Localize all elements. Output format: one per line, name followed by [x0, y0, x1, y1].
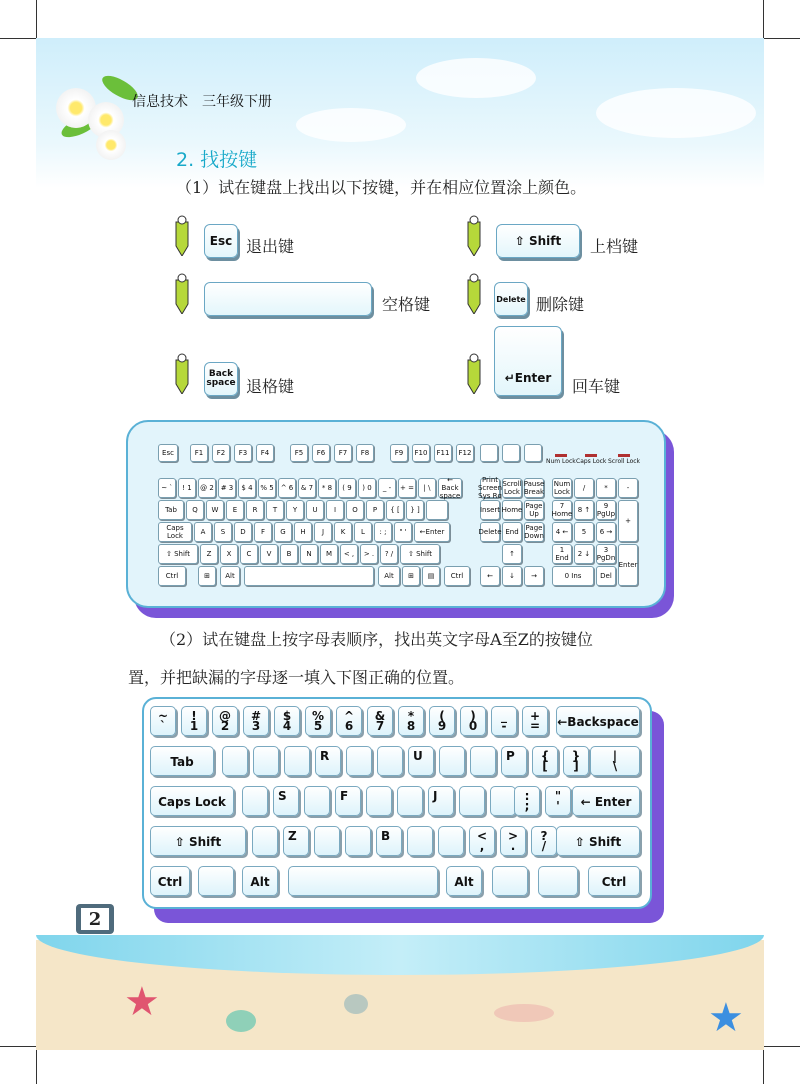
letter-key[interactable]	[252, 826, 278, 856]
enter-key-label: 回车键	[572, 377, 621, 396]
key-3[interactable]: # 3	[243, 706, 269, 736]
crop-mark	[763, 1046, 764, 1084]
numpad-key[interactable]: 8 ↑	[574, 500, 594, 520]
nav-key[interactable]: Pause Break	[523, 480, 545, 496]
key-row4[interactable]: > .	[360, 544, 378, 564]
letter-key[interactable]	[470, 746, 496, 776]
starfish-icon: ★	[124, 979, 160, 1025]
starfish-icon: ★	[708, 995, 744, 1041]
shift-arrow-icon: ⇧	[514, 234, 529, 248]
letter-key[interactable]	[397, 786, 423, 816]
num-lock-led: Num Lock	[546, 454, 576, 465]
key-row4[interactable]: < ,	[340, 544, 358, 564]
pencil-icon	[464, 272, 484, 314]
nav-key[interactable]: Home	[502, 500, 522, 520]
numpad-key[interactable]: 9 PgUp	[596, 502, 616, 518]
key-row3[interactable]: D	[234, 522, 252, 542]
key-row1[interactable]: _ -	[378, 478, 396, 498]
pencil-icon	[464, 214, 484, 256]
letter-key[interactable]	[284, 746, 310, 776]
letter-key[interactable]: U	[408, 746, 434, 776]
flower-decoration	[96, 130, 126, 160]
letter-key[interactable]	[459, 786, 485, 816]
numpad-key[interactable]: /	[574, 478, 594, 498]
key-9[interactable]: ( 9	[429, 706, 455, 736]
numpad-key[interactable]: 2 ↓	[574, 544, 594, 564]
numpad-key[interactable]: Del	[596, 566, 616, 586]
nav-key[interactable]: Scroll Lock	[502, 480, 522, 496]
key-row5[interactable]: Ctrl	[158, 566, 186, 586]
key-row4[interactable]: M	[320, 544, 338, 564]
numpad-key[interactable]: +	[618, 500, 638, 542]
letter-key[interactable]	[407, 826, 433, 856]
symbol-key[interactable]: } ]	[563, 746, 589, 776]
letter-key[interactable]: B	[376, 826, 402, 856]
page-number-badge	[76, 904, 114, 934]
key-row1[interactable]: ~ `	[158, 478, 176, 498]
key-f2[interactable]: F2	[212, 444, 230, 462]
numpad-key[interactable]: Enter	[618, 544, 638, 586]
letter-key[interactable]: J	[428, 786, 454, 816]
key-row2[interactable]: T	[266, 500, 284, 520]
key-row3[interactable]: : ;	[374, 522, 392, 542]
sky-banner	[36, 38, 764, 188]
caps-lock-led: Caps Lock	[576, 454, 606, 465]
key-row2[interactable]	[426, 500, 448, 520]
key-row4[interactable]: V	[260, 544, 278, 564]
key-8[interactable]: * 8	[398, 706, 424, 736]
letter-key[interactable]	[242, 786, 268, 816]
key-row3[interactable]: S	[214, 522, 232, 542]
key-row2[interactable]: P	[366, 500, 384, 520]
key-row3[interactable]: ←Enter	[414, 522, 450, 542]
esc-key[interactable]: Esc	[204, 224, 238, 258]
key-f8[interactable]: F8	[356, 444, 374, 462]
key-row4[interactable]: B	[280, 544, 298, 564]
key-row2[interactable]: W	[206, 500, 224, 520]
key-6[interactable]: ^ 6	[336, 706, 362, 736]
letter-key[interactable]	[314, 826, 340, 856]
letter-key[interactable]	[377, 746, 403, 776]
delete-key[interactable]: Delete	[494, 282, 528, 316]
key-row1[interactable]: ^ 6	[278, 478, 296, 498]
caps-lock-key[interactable]: Caps Lock	[150, 786, 234, 816]
numpad-key[interactable]: 6 →	[596, 522, 616, 542]
key-row3[interactable]: J	[314, 522, 332, 542]
letter-key[interactable]	[490, 786, 516, 816]
key-4[interactable]: $ 4	[274, 706, 300, 736]
key-row5[interactable]: ⊞	[402, 566, 420, 586]
nav-key[interactable]: Insert	[480, 500, 500, 520]
key-7[interactable]: & 7	[367, 706, 393, 736]
crop-mark	[0, 38, 36, 39]
key-f9[interactable]: F9	[390, 444, 408, 462]
nav-key[interactable]: Page Down	[524, 524, 544, 540]
numpad-key[interactable]: -	[618, 478, 638, 498]
arrow-up-key[interactable]: ↑	[502, 544, 522, 564]
letter-key[interactable]: S	[273, 786, 299, 816]
key-row3[interactable]: F	[254, 522, 272, 542]
key-f3[interactable]: F3	[234, 444, 252, 462]
arrow-left-key[interactable]: ←	[480, 566, 500, 586]
key-row4[interactable]: ? /	[380, 544, 398, 564]
key-row2[interactable]: } ]	[406, 500, 424, 520]
key-row3[interactable]: G	[274, 522, 292, 542]
right-ctrl-key[interactable]: Ctrl	[588, 866, 640, 896]
key-row3[interactable]: K	[334, 522, 352, 542]
symbol-key[interactable]: " '	[545, 786, 571, 816]
key-2[interactable]: @ 2	[212, 706, 238, 736]
delete-key-label: 删除键	[536, 295, 585, 314]
numpad-key[interactable]: *	[596, 478, 616, 498]
crop-mark	[763, 0, 764, 38]
stone-decoration	[226, 1010, 256, 1032]
stone-decoration	[344, 994, 368, 1014]
nav-key[interactable]: Print Screen Sys Rq	[477, 476, 503, 500]
backspace-key-label: 退格键	[246, 377, 295, 396]
key-row1[interactable]: | \	[418, 478, 436, 498]
key-f4[interactable]: F4	[256, 444, 274, 462]
key-row2[interactable]: E	[226, 500, 244, 520]
key-esc[interactable]: Esc	[158, 444, 178, 462]
key-f6[interactable]: F6	[312, 444, 330, 462]
nav-key[interactable]: End	[502, 522, 522, 542]
key-row1[interactable]: @ 2	[198, 478, 216, 498]
enter-key-text: ↵Enter	[504, 371, 552, 385]
key-row2[interactable]: U	[306, 500, 324, 520]
menu-key[interactable]	[538, 866, 578, 896]
enter-key[interactable]: ← Enter	[572, 786, 640, 816]
key-row1[interactable]: ← Back space	[439, 476, 461, 500]
key-row5[interactable]: Alt	[378, 566, 400, 586]
key-=[interactable]: + =	[522, 706, 548, 736]
blank-key[interactable]	[524, 444, 542, 462]
crop-mark	[36, 1046, 37, 1084]
left-shift-key[interactable]: ⇧ Shift	[150, 826, 246, 856]
numpad-key[interactable]: 5	[574, 522, 594, 542]
crop-mark	[764, 38, 800, 39]
key-row1[interactable]: + =	[398, 478, 416, 498]
crop-mark	[0, 1046, 36, 1047]
letter-key[interactable]	[346, 746, 372, 776]
blank-key[interactable]	[480, 444, 498, 462]
letter-key[interactable]	[345, 826, 371, 856]
backspace-key[interactable]: ←Backspace	[556, 706, 640, 736]
shift-key-text: Shift	[528, 234, 562, 248]
space-bar[interactable]	[288, 866, 438, 896]
book-title: 信息技术 三年级下册	[132, 94, 272, 110]
symbol-key[interactable]: : ;	[514, 786, 540, 816]
symbol-key[interactable]: < ,	[469, 826, 495, 856]
letter-key[interactable]: P	[501, 746, 527, 776]
key-row4[interactable]: Z	[200, 544, 218, 564]
numpad-key[interactable]: 7 Home	[551, 502, 573, 518]
page-number: 2	[81, 908, 109, 930]
arrow-right-key[interactable]: →	[524, 566, 544, 586]
key-row3[interactable]: A	[194, 522, 212, 542]
numpad-key[interactable]: 4 ←	[552, 522, 572, 542]
nav-key[interactable]: Page Up	[525, 502, 543, 518]
key-row5[interactable]: Alt	[220, 566, 240, 586]
pencil-icon	[464, 352, 484, 394]
key-row4[interactable]: ⇧ Shift	[400, 544, 440, 564]
key-f1[interactable]: F1	[190, 444, 208, 462]
letter-key[interactable]	[304, 786, 330, 816]
space-key-label: 空格键	[382, 295, 431, 314]
key-f11[interactable]: F11	[434, 444, 452, 462]
symbol-key[interactable]: > .	[500, 826, 526, 856]
key-5[interactable]: % 5	[305, 706, 331, 736]
win-key[interactable]	[492, 866, 528, 896]
right-shift-key[interactable]: ⇧ Shift	[556, 826, 640, 856]
key-row3[interactable]: H	[294, 522, 312, 542]
key-0[interactable]: ) 0	[460, 706, 486, 736]
win-key[interactable]	[198, 866, 234, 896]
esc-key-label: 退出键	[246, 237, 295, 256]
key-row2[interactable]: R	[246, 500, 264, 520]
key-f10[interactable]: F10	[412, 444, 430, 462]
letter-key[interactable]: F	[335, 786, 361, 816]
key-row5[interactable]: Ctrl	[444, 566, 470, 586]
crop-mark	[36, 0, 37, 38]
numpad-key[interactable]: 1 End	[552, 544, 572, 564]
key-row4[interactable]: C	[240, 544, 258, 564]
exercise2-line2: 置，并把缺漏的字母逐一填入下图正确的位置。	[128, 668, 465, 687]
letter-key[interactable]: Z	[283, 826, 309, 856]
key-row2[interactable]: Tab	[158, 500, 184, 520]
key-row1[interactable]: ( 9	[338, 478, 356, 498]
numpad-key[interactable]: Num Lock	[553, 480, 571, 496]
tab-key[interactable]: Tab	[150, 746, 214, 776]
pipe-key[interactable]: | \	[590, 746, 640, 776]
key-row1[interactable]: * 8	[318, 478, 336, 498]
key-row1[interactable]: $ 4	[238, 478, 256, 498]
letter-key[interactable]	[253, 746, 279, 776]
key-row2[interactable]: O	[346, 500, 364, 520]
pencil-icon	[172, 214, 192, 256]
letter-key[interactable]	[366, 786, 392, 816]
key-row1[interactable]: ) 0	[358, 478, 376, 498]
backspace-key[interactable]: Back space	[204, 362, 238, 396]
crop-mark	[764, 1046, 800, 1047]
key-row5[interactable]: ⊞	[198, 566, 216, 586]
key-row5[interactable]: ▤	[422, 566, 440, 586]
pencil-icon	[172, 352, 192, 394]
letter-key[interactable]	[222, 746, 248, 776]
key-row1[interactable]: & 7	[298, 478, 316, 498]
key-f5[interactable]: F5	[290, 444, 308, 462]
section-title: 2. 找按键	[176, 149, 258, 171]
left-ctrl-key[interactable]: Ctrl	[150, 866, 190, 896]
key-row2[interactable]: { [	[386, 500, 404, 520]
key-f7[interactable]: F7	[334, 444, 352, 462]
letter-key[interactable]	[438, 826, 464, 856]
symbol-key[interactable]: { [	[532, 746, 558, 776]
key-f12[interactable]: F12	[456, 444, 474, 462]
shell-decoration	[494, 1004, 554, 1022]
nav-key[interactable]: Delete	[480, 522, 500, 542]
left-alt-key[interactable]: Alt	[242, 866, 278, 896]
space-key[interactable]	[204, 282, 372, 316]
key-row3[interactable]: L	[354, 522, 372, 542]
enter-key[interactable]	[494, 326, 562, 396]
key-`[interactable]: ~ `	[150, 706, 176, 736]
shift-key[interactable]	[496, 224, 580, 258]
key-1[interactable]: ! 1	[181, 706, 207, 736]
key-row4[interactable]: N	[300, 544, 318, 564]
right-alt-key[interactable]: Alt	[446, 866, 482, 896]
key-row2[interactable]: I	[326, 500, 344, 520]
key-row1[interactable]: ! 1	[178, 478, 196, 498]
letter-key[interactable]	[439, 746, 465, 776]
key-row1[interactable]: % 5	[258, 478, 276, 498]
numpad-key[interactable]: 3 PgDn	[596, 546, 616, 562]
symbol-key[interactable]: ? /	[531, 826, 557, 856]
key-row4[interactable]: ⇧ Shift	[158, 544, 198, 564]
shift-key-label: 上档键	[590, 237, 639, 256]
scroll-lock-led: Scroll Lock	[608, 454, 640, 465]
exercise1-instruction: （1）试在键盘上找出以下按键，并在相应位置涂上颜色。	[176, 178, 587, 197]
key-row4[interactable]: X	[220, 544, 238, 564]
key-row2[interactable]: Y	[286, 500, 304, 520]
exercise2-line1: （2）试在键盘上按字母表顺序，找出英文字母A至Z的按键位	[160, 630, 593, 649]
key--[interactable]: _ -	[491, 706, 517, 736]
arrow-down-key[interactable]: ↓	[502, 566, 522, 586]
numpad-key[interactable]: 0 Ins	[552, 566, 594, 586]
key-row3[interactable]: Caps Lock	[158, 522, 192, 542]
key-row3[interactable]: " '	[394, 522, 412, 542]
pencil-icon	[172, 272, 192, 314]
letter-key[interactable]: R	[315, 746, 341, 776]
blank-key[interactable]	[502, 444, 520, 462]
space-bar[interactable]	[244, 566, 374, 586]
key-row1[interactable]: # 3	[218, 478, 236, 498]
key-row2[interactable]: Q	[186, 500, 204, 520]
